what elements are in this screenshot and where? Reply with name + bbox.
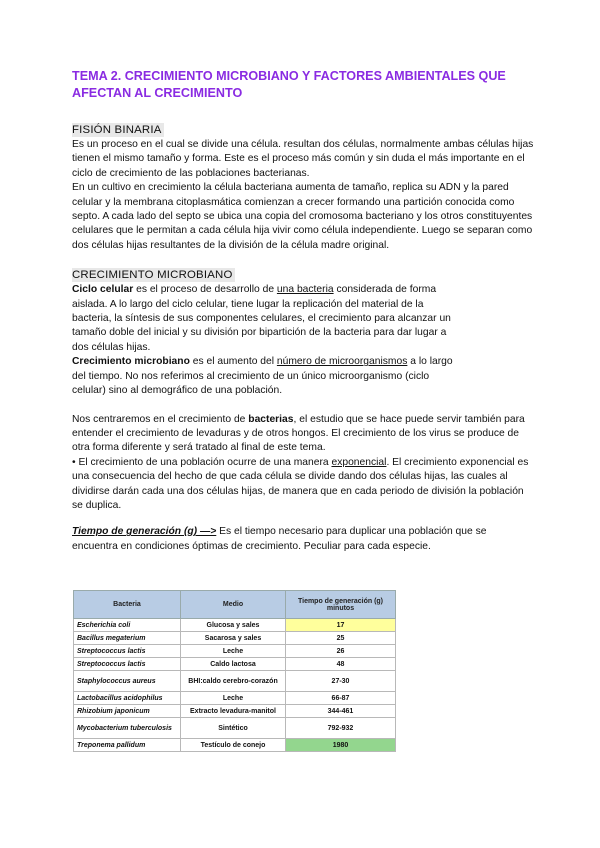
header-tiempo: Tiempo de generación (g) minutos bbox=[286, 591, 396, 619]
cell-bacteria: Streptococcus lactis bbox=[74, 658, 181, 671]
link-exponencial[interactable]: exponencial bbox=[331, 456, 387, 468]
table-row bbox=[74, 632, 396, 645]
cell-tiempo: 25 bbox=[286, 632, 396, 645]
table-row bbox=[74, 718, 396, 739]
cell-medio: Extracto levadura-manitol bbox=[181, 705, 286, 718]
cell-bacteria: Bacillus megaterium bbox=[74, 632, 181, 645]
generacion-paragraph bbox=[72, 525, 534, 554]
fision-paragraph-2: En un cultivo en crecimiento la célula bacteriana aumenta de tamaño, replica su ADN y la pared celular y la membrana citoplasmática comienzan a crecer formando una partición conocida como septo. A cada lado del septo se ubica una copia del cromosoma bacteriano y los otros constituyentes celulares que le permitan a cada célula hija vivir como célula independiente. Luego se separan como dos células hijas resultantes de la división de la célula madre original. bbox=[72, 182, 533, 251]
table-row bbox=[74, 739, 396, 752]
exp-text-a: • El crecimiento de una población ocurre de una manera bbox=[72, 456, 332, 468]
cell-bacteria: Mycobacterium tuberculosis bbox=[74, 718, 181, 739]
table-row bbox=[74, 619, 396, 632]
table-row bbox=[74, 692, 396, 705]
exp-text-b: . El crecimiento exponencial es una consecuencia del hecho de que cada célula se divide dando dos células hijas, las cuales al dividirse darán cada una dos células hijas, de manera que en cada periodo de división la población se duplica. bbox=[72, 456, 529, 511]
ciclo-text-a: es el proceso de desarrollo de bbox=[133, 284, 277, 296]
section-heading-fision: FISIÓN BINARIA bbox=[72, 124, 162, 136]
ciclo-paragraph bbox=[72, 283, 464, 355]
generation-time-table bbox=[73, 590, 396, 752]
cell-tiempo: 48 bbox=[286, 658, 396, 671]
cell-tiempo: 26 bbox=[286, 645, 396, 658]
ciclo-text-b: considerada de forma aislada. A lo largo del ciclo celular, tiene lugar la replicación del material de la bacteria, la síntesis de sus componentes celulares, el crecimiento para alcanzar un tamaño doble del inicial y su división por bipartición de la bacteria para dar lugar a dos células hijas. bbox=[72, 284, 451, 353]
table-row bbox=[74, 645, 396, 658]
bacterias-paragraph bbox=[72, 413, 534, 456]
cell-bacteria: Escherichia coli bbox=[74, 619, 181, 632]
table-row bbox=[74, 658, 396, 671]
exponencial-paragraph bbox=[72, 456, 534, 514]
cell-tiempo: 344-461 bbox=[286, 705, 396, 718]
cell-medio: Leche bbox=[181, 692, 286, 705]
cell-tiempo: 17 bbox=[286, 619, 396, 632]
table-row bbox=[74, 705, 396, 718]
nos-text-b: , el estudio que se hace puede servir también para entender el crecimiento de levaduras y de otros hongos. El crecimiento de los virus se produce de otra forma diferente y será tratado al final de este tema. bbox=[72, 413, 525, 454]
cell-medio: Testículo de conejo bbox=[181, 739, 286, 752]
crec-text-b: a lo largo del tiempo. No nos referimos al crecimiento de un único microorganismo (ciclo celular) sino al demográfico de una población. bbox=[72, 356, 453, 397]
header-medio: Medio bbox=[181, 591, 286, 619]
crec-text-a: es el aumento del bbox=[189, 356, 277, 368]
cell-bacteria: Streptococcus lactis bbox=[74, 645, 181, 658]
link-numero-microorganismos[interactable]: número de microorganismos bbox=[276, 356, 408, 368]
cell-medio: BHI:caldo cerebro-corazón bbox=[181, 671, 286, 692]
section-heading-crecimiento: CRECIMIENTO MICROBIANO bbox=[72, 269, 233, 282]
cell-bacteria: Treponema pallidum bbox=[74, 739, 181, 752]
table-header-row bbox=[74, 591, 396, 619]
cell-tiempo: 27-30 bbox=[286, 671, 396, 692]
document-page bbox=[72, 68, 534, 554]
bacterias-term: bacterias bbox=[248, 413, 294, 425]
cell-tiempo: 66-87 bbox=[286, 692, 396, 705]
cell-medio: Glucosa y sales bbox=[181, 619, 286, 632]
cell-medio: Sintético bbox=[181, 718, 286, 739]
cell-tiempo: 1980 bbox=[286, 739, 396, 752]
cell-medio: Leche bbox=[181, 645, 286, 658]
cell-medio: Sacarosa y sales bbox=[181, 632, 286, 645]
cell-bacteria: Staphylococcus aureus bbox=[74, 671, 181, 692]
ciclo-term: Ciclo celular bbox=[72, 284, 134, 296]
page-title: TEMA 2. CRECIMIENTO MICROBIANO Y FACTORES AMBIENTALES QUE AFECTAN AL CRECIMIENTO bbox=[72, 69, 506, 100]
header-bacteria: Bacteria bbox=[74, 591, 181, 619]
table-row bbox=[74, 671, 396, 692]
generacion-term: Tiempo de generación (g) —> bbox=[72, 526, 217, 538]
cell-bacteria: Lactobacillus acidophilus bbox=[74, 692, 181, 705]
crecimiento-term: Crecimiento microbiano bbox=[72, 356, 190, 368]
link-una-bacteria[interactable]: una bacteria bbox=[276, 284, 334, 296]
fision-paragraph-1: Es un proceso en el cual se divide una célula. resultan dos células, normalmente ambas células hijas tienen el mismo tamaño y forma. Este es el proceso más común y sin duda el más importante en el ciclo de crecimiento de las poblaciones bacterianas. bbox=[72, 139, 534, 179]
nos-text-a: Nos centraremos en el crecimiento de bbox=[72, 413, 249, 425]
cell-bacteria: Rhizobium japonicum bbox=[74, 705, 181, 718]
generacion-text: Es el tiempo necesario para duplicar una población que se encuentra en condiciones óptimas de crecimiento. Peculiar para cada especie. bbox=[72, 526, 487, 552]
cell-medio: Caldo lactosa bbox=[181, 658, 286, 671]
crecimiento-paragraph bbox=[72, 355, 462, 398]
cell-tiempo: 792-932 bbox=[286, 718, 396, 739]
